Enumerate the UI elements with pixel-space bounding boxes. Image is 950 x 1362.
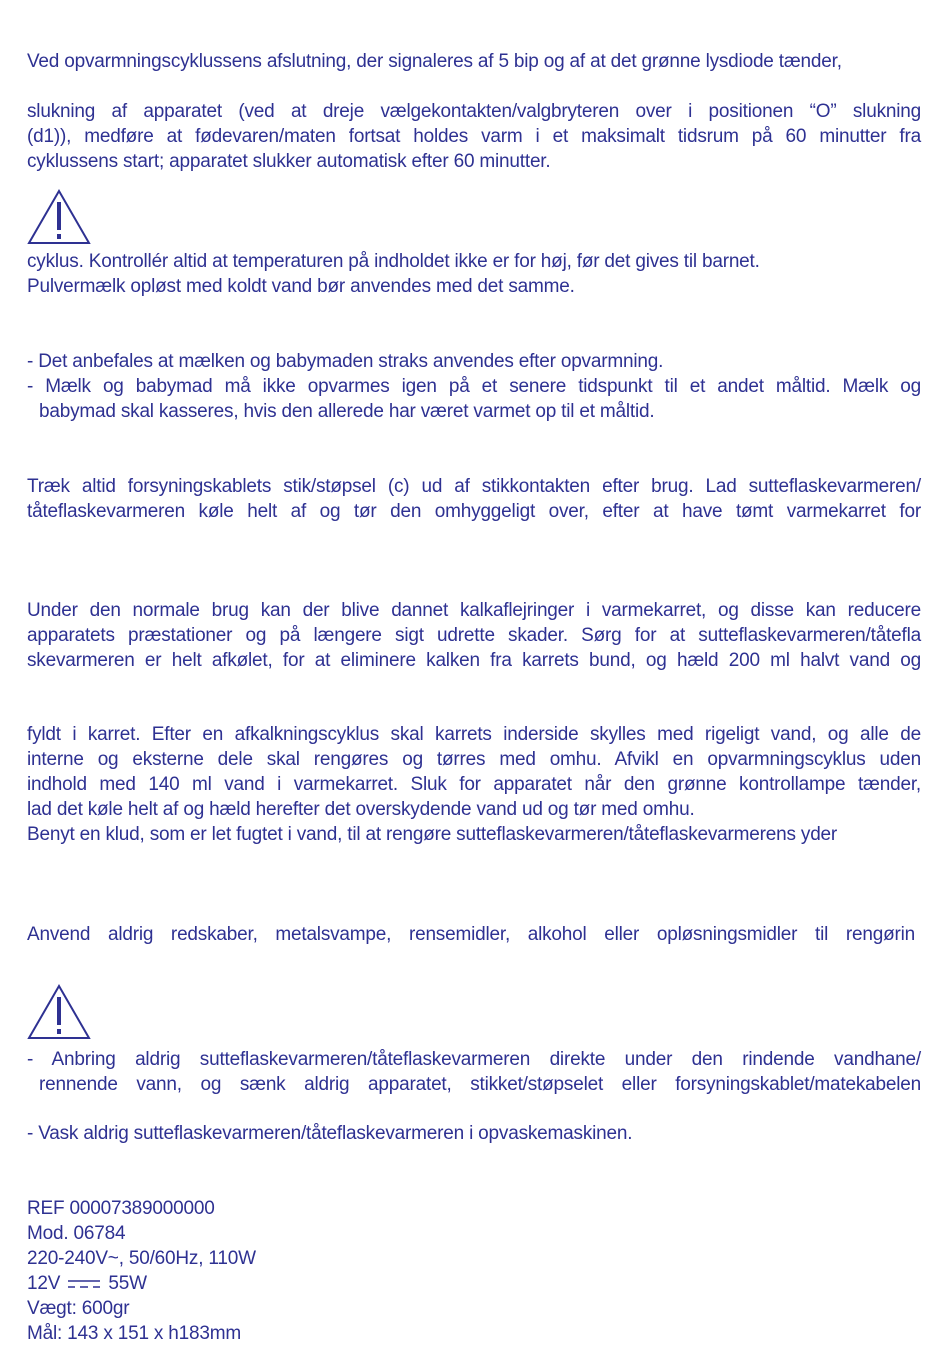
cleaning-text-line: Træk altid forsyningskablets stik/støpsel (c) ud af stikkontakten efter brug. Lad sutteflaskevarmeren/: [27, 476, 921, 497]
warning-text-line: cyklus. Kontrollér altid at temperaturen på indholdet ikke er for høj, før det gives til barnet.: [27, 251, 760, 272]
descaling-text-line: fyldt i karret. Efter en afkalkningscyklus skal karrets inderside skylles med rigeligt vand, og alle de: [27, 724, 921, 745]
heating-paragraph-line: cyklussens start; apparatet slukker automatisk efter 60 minutter.: [27, 151, 551, 172]
descaling-text-line: indhold med 140 ml vand i varmekarret. Sluk for apparatet når den grønne kontrollampe tænder,: [27, 774, 921, 795]
cleaning-text-line: tåteflaskevarmeren køle helt af og tør den omhyggeligt over, efter at have tømt varmekarret for: [27, 501, 921, 522]
descaling-text-line: Benyt en klud, som er let fugtet i vand, til at rengøre sutteflaskevarmeren/tåteflaskevarmerens yder: [27, 824, 838, 845]
warning-triangle-icon: [27, 983, 91, 1041]
bullet-item-continuation: babymad skal kasseres, hvis den allerede har været varmet op til et måltid.: [39, 401, 655, 422]
descaling-text-line: Under den normale brug kan der blive dannet kalkaflejringer i varmekarret, og disse kan reducere: [27, 600, 921, 621]
descaling-text-line: apparatets præstationer og på længere sigt udrette skader. Sørg for at sutteflaskevarmeren/tåtefla: [27, 625, 921, 646]
warning-bullet-item: - Vask aldrig sutteflaskevarmeren/tåteflaskevarmeren i opvaskemaskinen.: [27, 1123, 633, 1144]
spec-input: 220-240V~, 50/60Hz, 110W: [27, 1248, 256, 1269]
spec-model: Mod. 06784: [27, 1223, 126, 1244]
warning-text-line: Pulvermælk opløst med koldt vand bør anvendes med det samme.: [27, 276, 575, 297]
cleaning-warning-line: Anvend aldrig redskaber, metalsvampe, rensemidler, alkohol eller opløsningsmidler til rengørin: [27, 924, 915, 945]
heating-paragraph-line: slukning af apparatet (ved at dreje vælgekontakten/valgbryteren over i positionen “O” slukning: [27, 101, 921, 122]
descaling-text-line: skevarmeren er helt afkølet, for at eliminere kalken fra karrets bund, og hæld 200 ml halvt vand og: [27, 650, 921, 671]
spec-output-voltage: 12V: [27, 1273, 61, 1294]
spec-dimensions: Mål: 143 x 151 x h183mm: [27, 1323, 242, 1344]
warning-bullet-continuation: rennende vann, og sænk aldrig apparatet, stikket/støpselet eller forsyningskablet/matekabelen: [39, 1074, 921, 1095]
descaling-text-line: interne og eksterne dele skal rengøres og tørres med omhu. Afvikl en opvarmningscyklus uden: [27, 749, 921, 770]
spec-ref: REF 00007389000000: [27, 1198, 215, 1219]
dc-symbol-icon: [67, 1277, 101, 1291]
heating-intro-line: Ved opvarmningscyklussens afslutning, der signaleres af 5 bip og af at det grønne lysdiode tænder,: [27, 51, 842, 72]
spec-output-power: 55W: [108, 1273, 147, 1294]
warning-triangle-icon: [27, 188, 91, 246]
spec-weight: Vægt: 600gr: [27, 1298, 130, 1319]
bullet-item: - Mælk og babymad må ikke opvarmes igen på et senere tidspunkt til et andet måltid. Mælk og: [27, 376, 921, 397]
descaling-text-line: lad det køle helt af og hæld herefter det overskydende vand ud og tør med omhu.: [27, 799, 695, 820]
warning-bullet-item: - Anbring aldrig sutteflaskevarmeren/tåteflaskevarmeren direkte under den rindende vandhane/: [27, 1049, 921, 1070]
spec-output: [27, 1271, 147, 1296]
heating-paragraph-line: (d1)), medføre at fødevaren/maten fortsat holdes varm i et maksimalt tidsrum på 60 minutter fra: [27, 126, 921, 147]
bullet-item: - Det anbefales at mælken og babymaden straks anvendes efter opvarmning.: [27, 351, 664, 372]
